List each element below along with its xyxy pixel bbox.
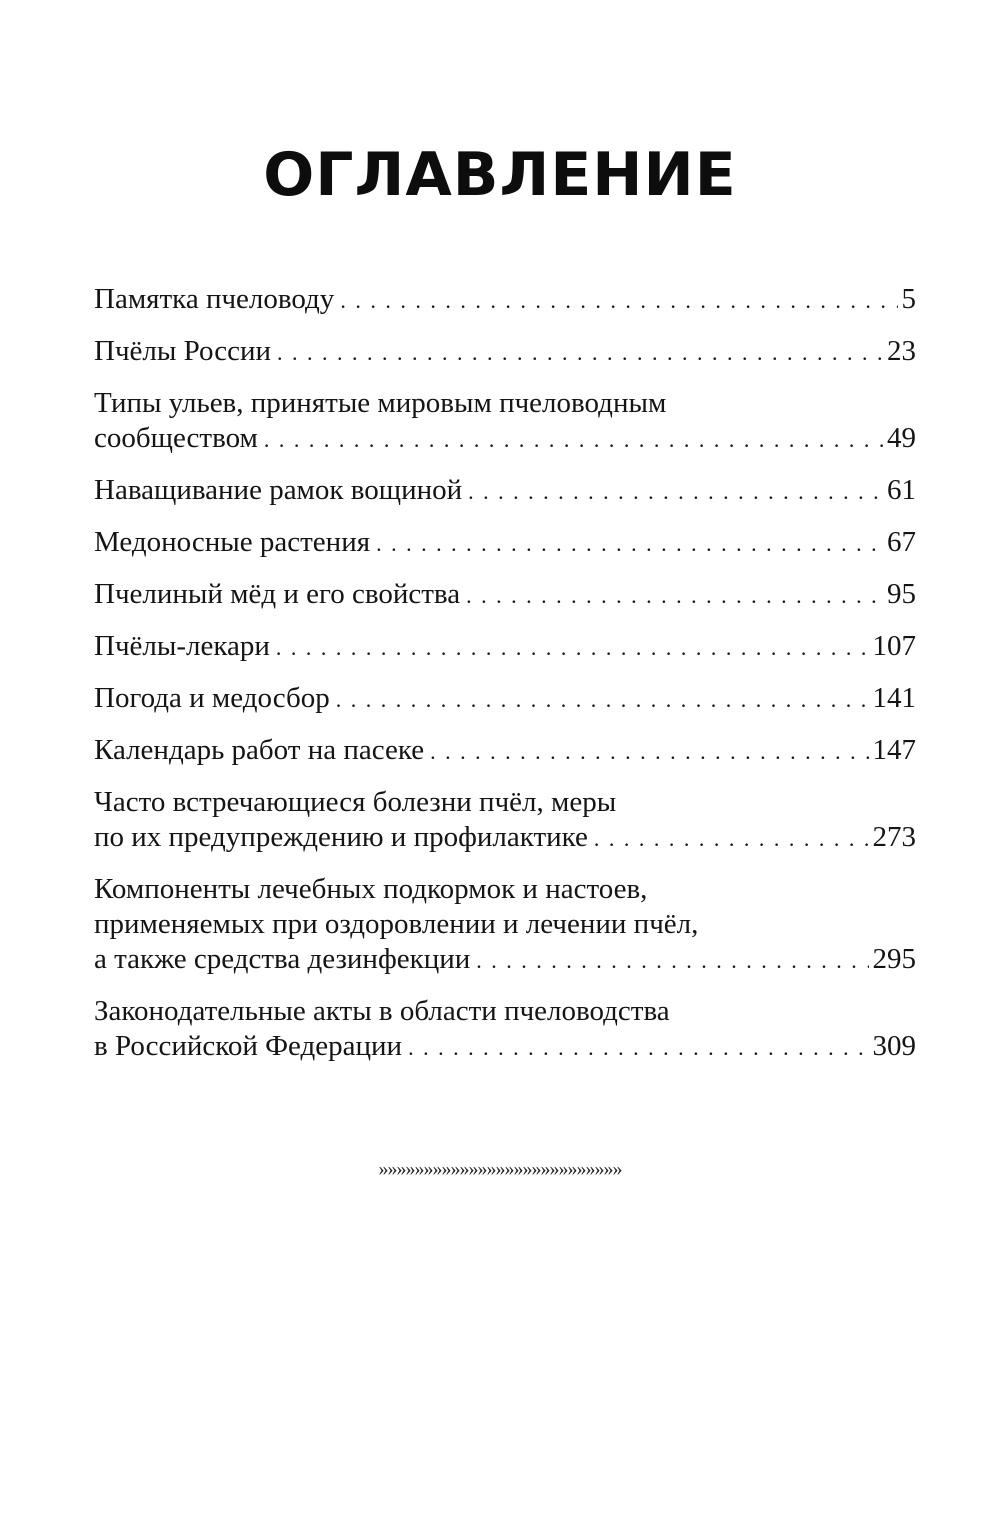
toc-page-number: 107: [872, 630, 916, 662]
toc-page-number: 295: [872, 943, 916, 975]
toc-entry: [94, 872, 916, 978]
toc-page-number: 273: [872, 821, 916, 853]
toc-entry-title-line: Типы ульев, принятые мировым пчеловодным: [94, 387, 667, 419]
dot-leader: [466, 578, 883, 613]
toc-entry: [94, 334, 916, 370]
dot-leader: [276, 630, 869, 665]
toc-entry: [94, 733, 916, 769]
toc-entry-title: Пчелиный мёд и его свойства: [94, 578, 461, 610]
toc-entry: [94, 629, 916, 665]
toc-entry: [94, 525, 916, 561]
toc-entry-title-line: по их предупреждению и профилактике: [94, 821, 588, 853]
toc-entry-title: Календарь работ на пасеке: [94, 734, 425, 766]
toc-page-number: 23: [887, 335, 916, 367]
toc-entry-title-line: а также средства дезинфекции: [94, 943, 471, 975]
dot-leader: [264, 422, 883, 457]
toc-page-number: 61: [887, 474, 916, 506]
toc-entry: [94, 386, 916, 457]
toc-page-number: 147: [872, 734, 916, 766]
toc-page-number: 49: [887, 422, 916, 454]
dot-leader: [277, 335, 883, 370]
toc-page-number: 95: [887, 578, 916, 610]
toc-entry: [94, 577, 916, 613]
toc-entry-title: Медоносные растения: [94, 526, 371, 558]
dot-leader: [336, 682, 869, 717]
toc-page-number: 141: [872, 682, 916, 714]
dot-leader: [340, 283, 897, 318]
toc-entry-title: Пчёлы-лекари: [94, 630, 270, 662]
table-of-contents: [94, 282, 916, 1081]
toc-entry: [94, 681, 916, 717]
toc-entry-title: Пчёлы России: [94, 335, 272, 367]
toc-entry-title: Памятка пчеловоду: [94, 283, 335, 315]
toc-page-number: 67: [887, 526, 916, 558]
toc-entry-title: Наващивание рамок вощиной: [94, 474, 463, 506]
page-title: ОГЛАВЛЕНИЕ: [263, 140, 737, 210]
toc-page-number: 5: [901, 283, 916, 315]
dot-leader: [476, 943, 868, 978]
dot-leader: [594, 821, 869, 856]
dot-leader: [430, 734, 868, 769]
toc-entry: [94, 473, 916, 509]
dot-leader: [468, 474, 883, 509]
toc-entry-title-line: сообществом: [94, 422, 258, 454]
toc-entry-title-line: Законодательные акты в области пчеловодства: [94, 995, 670, 1027]
dot-leader: [376, 526, 883, 561]
decorative-ornament: »»»»»»»»»»»»»»»»»»»»»»»»»»»: [378, 1158, 622, 1180]
toc-entry-title-line: применяемых при оздоровлении и лечении пчёл,: [94, 908, 699, 940]
toc-entry-title-line: в Российской Федерации: [94, 1030, 403, 1062]
dot-leader: [408, 1030, 868, 1065]
toc-entry: [94, 282, 916, 318]
toc-entry-title-line: Компоненты лечебных подкормок и настоев,: [94, 873, 648, 905]
toc-entry-title-line: Часто встречающиеся болезни пчёл, меры: [94, 786, 617, 818]
toc-entry: [94, 994, 916, 1065]
toc-page-number: 309: [872, 1030, 916, 1062]
toc-entry-title: Погода и медосбор: [94, 682, 330, 714]
toc-entry: [94, 785, 916, 856]
